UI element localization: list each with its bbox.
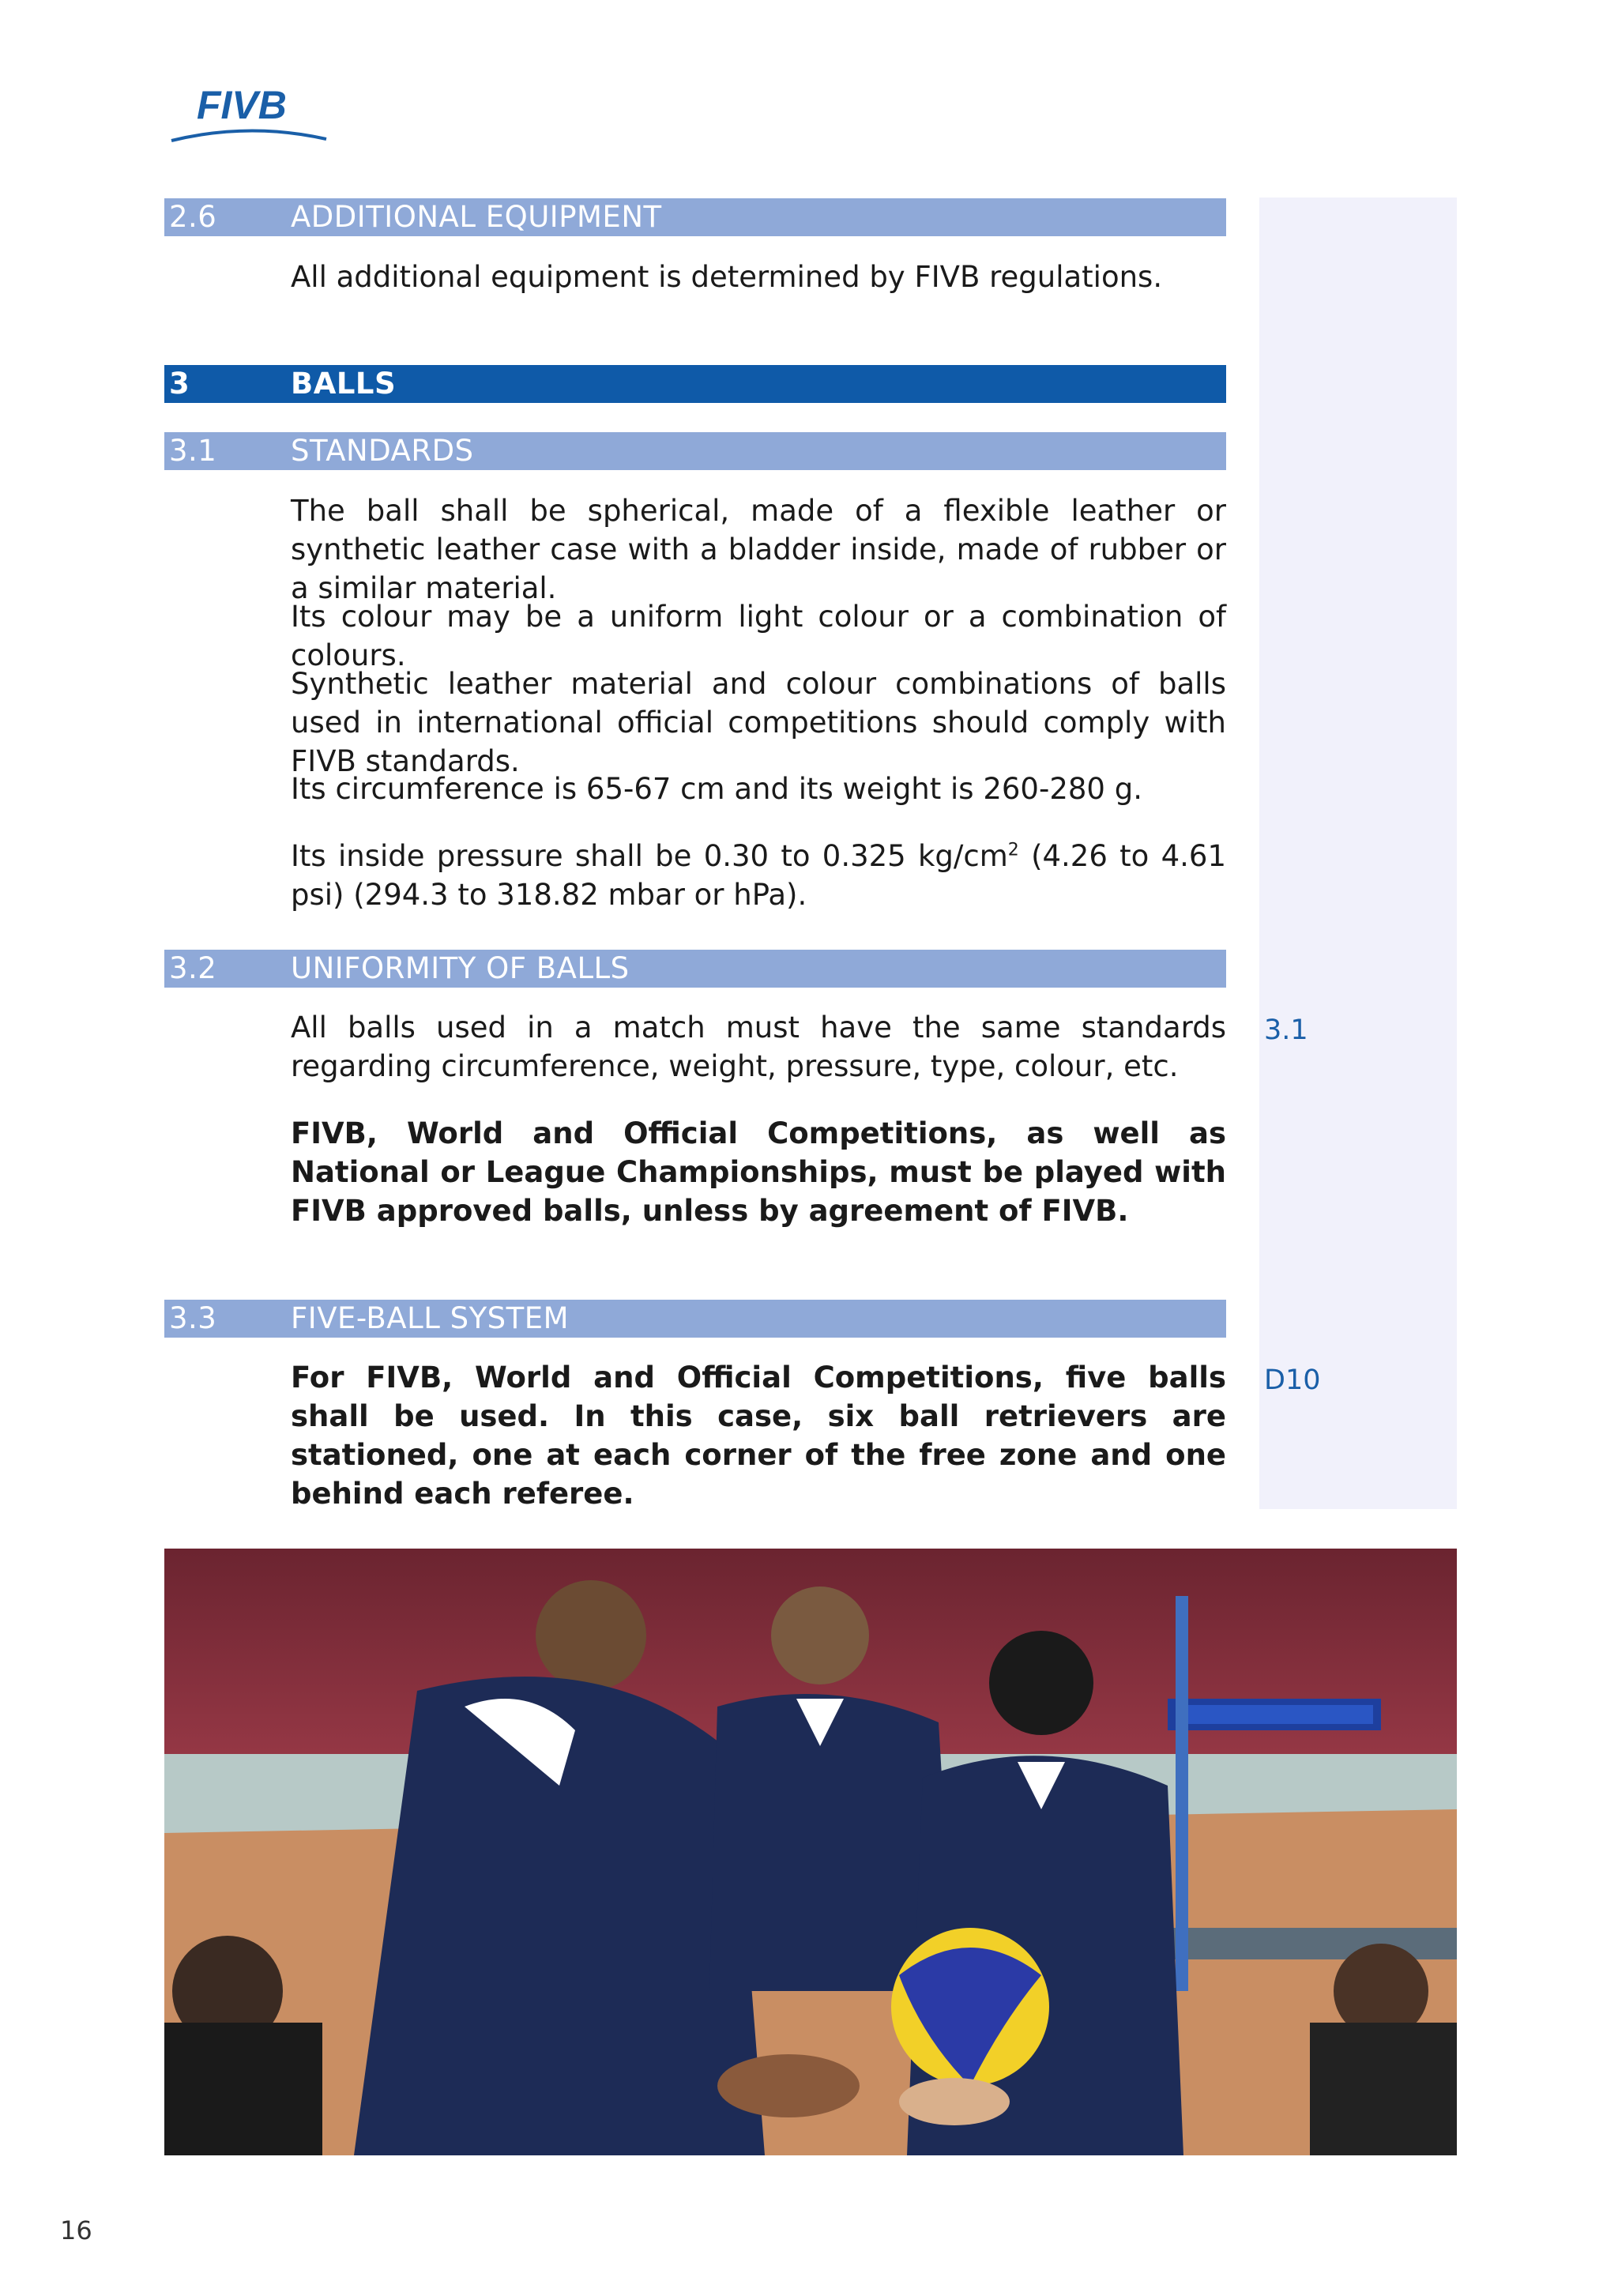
section-title: UNIFORMITY OF BALLS xyxy=(291,951,630,985)
section-number: 2.6 xyxy=(169,200,217,234)
pressure-text-end: (4.26 to 4.61 psi) (294.3 to 318.82 mbar or hPa). xyxy=(291,839,1226,912)
paragraph-3-1-synthetic: Synthetic leather material and colour combinations of balls used in international official competitions should comply with FIVB standards. xyxy=(291,667,1226,778)
sidebar-reference-3-1: 3.1 xyxy=(1264,1014,1308,1046)
section-heading-3-1 xyxy=(164,432,1226,470)
chapter-title: BALLS xyxy=(291,367,397,401)
pressure-text-start: Its inside pressure shall be 0.30 to 0.325 kg/cm xyxy=(291,839,1008,873)
fivb-logo xyxy=(170,82,328,145)
paragraph-2-6: All additional equipment is determined by FIVB regulations. xyxy=(291,260,1163,294)
paragraph-3-1-circumference: Its circumference is 65-67 cm and its weight is 260-280 g. xyxy=(291,772,1142,806)
page-number: 16 xyxy=(60,2215,92,2245)
section-title: ADDITIONAL EQUIPMENT xyxy=(291,200,662,234)
section-heading-3-2 xyxy=(164,950,1226,988)
section-number: 3.3 xyxy=(169,1301,217,1335)
paragraph-3-1-pressure xyxy=(291,837,1226,914)
paragraph-3-1-spherical: The ball shall be spherical, made of a flexible leather or synthetic leather case with a bladder inside, made of rubber or a similar material. xyxy=(291,494,1226,605)
section-number: 3.1 xyxy=(169,434,217,468)
superscript-2: 2 xyxy=(1007,840,1019,860)
paragraph-3-1-colour: Its colour may be a uniform light colour or a combination of colours. xyxy=(291,600,1226,672)
section-heading-3-3 xyxy=(164,1300,1226,1338)
chapter-number: 3 xyxy=(169,367,190,401)
paragraph-3-3-five-ball: For FIVB, World and Official Competitions, five balls shall be used. In this case, six ball retrievers are stationed, one at each corner of the free zone and one behind each referee. xyxy=(291,1361,1226,1511)
logo-swoosh xyxy=(171,130,326,141)
section-heading-2-6 xyxy=(164,198,1226,236)
sidebar-reference-d10: D10 xyxy=(1264,1364,1321,1396)
section-title: STANDARDS xyxy=(291,434,474,468)
section-number: 3.2 xyxy=(169,951,217,985)
margin-reference-panel xyxy=(1259,198,1457,1509)
paragraph-3-2-approved-balls: FIVB, World and Official Competitions, as well as National or League Championships, must be played with FIVB approved balls, unless by agreement of FIVB. xyxy=(291,1116,1226,1228)
paragraph-3-2-standards: All balls used in a match must have the same standards regarding circumference, weight, pressure, type, colour, etc. xyxy=(291,1011,1226,1083)
referees-checking-ball-photo xyxy=(164,1549,1457,2155)
section-title: FIVE-BALL SYSTEM xyxy=(291,1301,570,1335)
fivb-logo-text: FIVB xyxy=(197,83,287,127)
chapter-heading-3 xyxy=(164,365,1226,403)
